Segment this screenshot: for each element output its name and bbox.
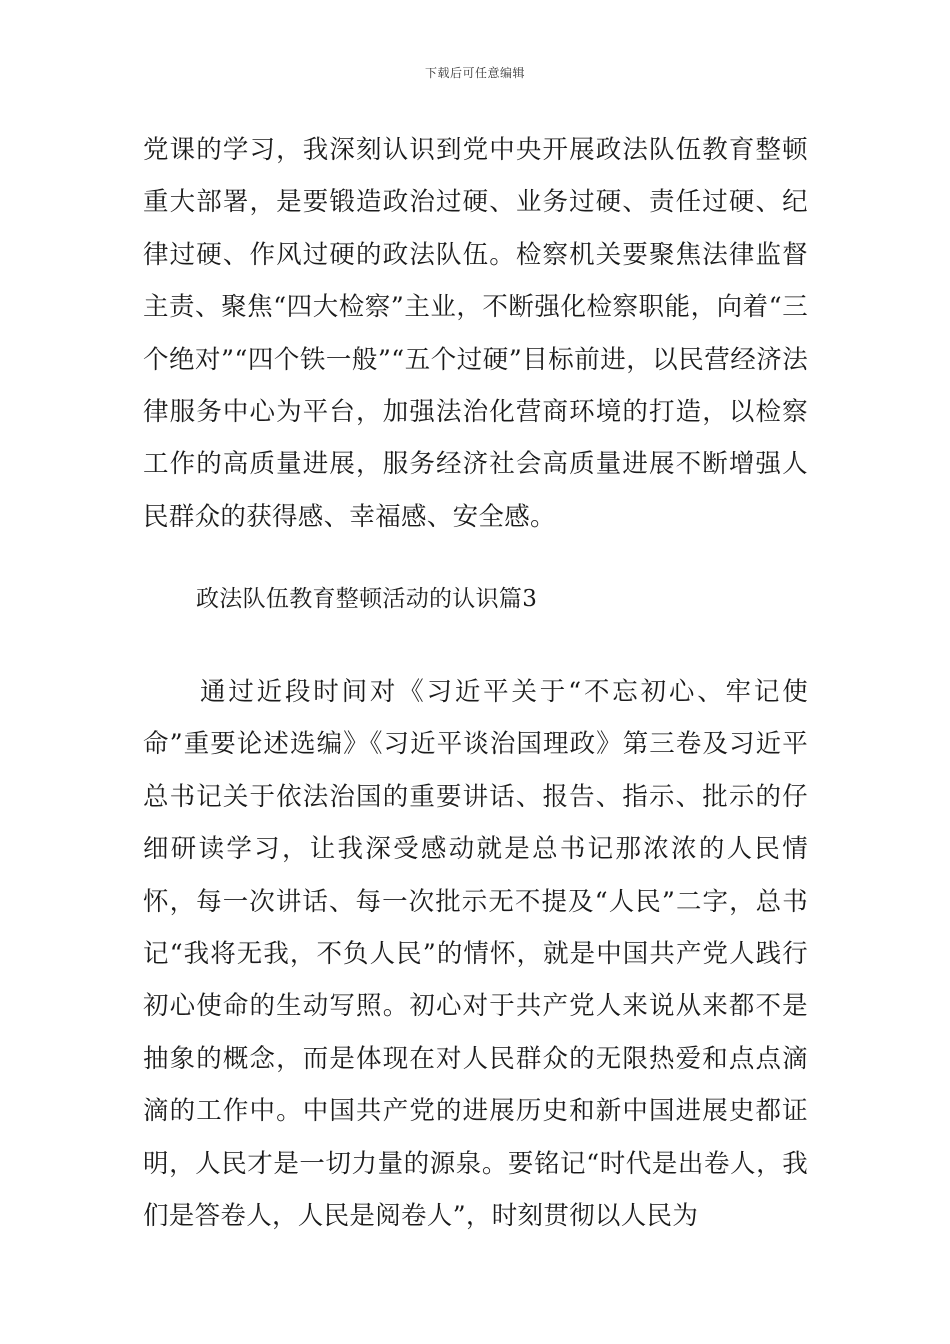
section-heading: 政法队伍教育整顿活动的认识篇3: [196, 586, 538, 612]
body-paragraph-2: 通过近段时间对《习近平关于“不忘初心、牢记使命”重要论述选编》《习近平谈治国理政》第三卷及习近平总书记关于依法治国的重要讲话、报告、指示、批示的仔细研读学习，让我深受感动就是总书记那浓浓的人民情怀，每一次讲话、每一次批示无不提及“人民”二字，总书记“我将无我，不负人民”的情怀，就是中国共产党人践行初心使命的生动写照。初心对于共产党人来说从来都不是抽象的概念，而是体现在对人民群众的无限热爱和点点滴滴的工作中。中国共产党的进展历史和新中国进展史都证明，人民才是一切力量的源泉。要铭记“时代是出卷人，我们是答卷人，人民是阅卷人”，时刻贯彻以人民为: [143, 677, 808, 1232]
body-paragraph-1: 党课的学习，我深刻认识到党中央开展政法队伍教育整顿重大部署，是要锻造政治过硬、业务过硬、责任过硬、纪律过硬、作风过硬的政法队伍。检察机关要聚焦法律监督主责、聚焦“四大检察”主业，不断强化检察职能，向着“三个绝对”“四个铁一般”“五个过硬”目标前进，以民营经济法律服务中心为平台，加强法治化营商环境的打造，以检察工作的高质量进展，服务经济社会高质量进展不断增强人民群众的获得感、幸福感、安全感。: [143, 135, 808, 532]
page-header: 下载后可任意编辑: [424, 66, 525, 80]
